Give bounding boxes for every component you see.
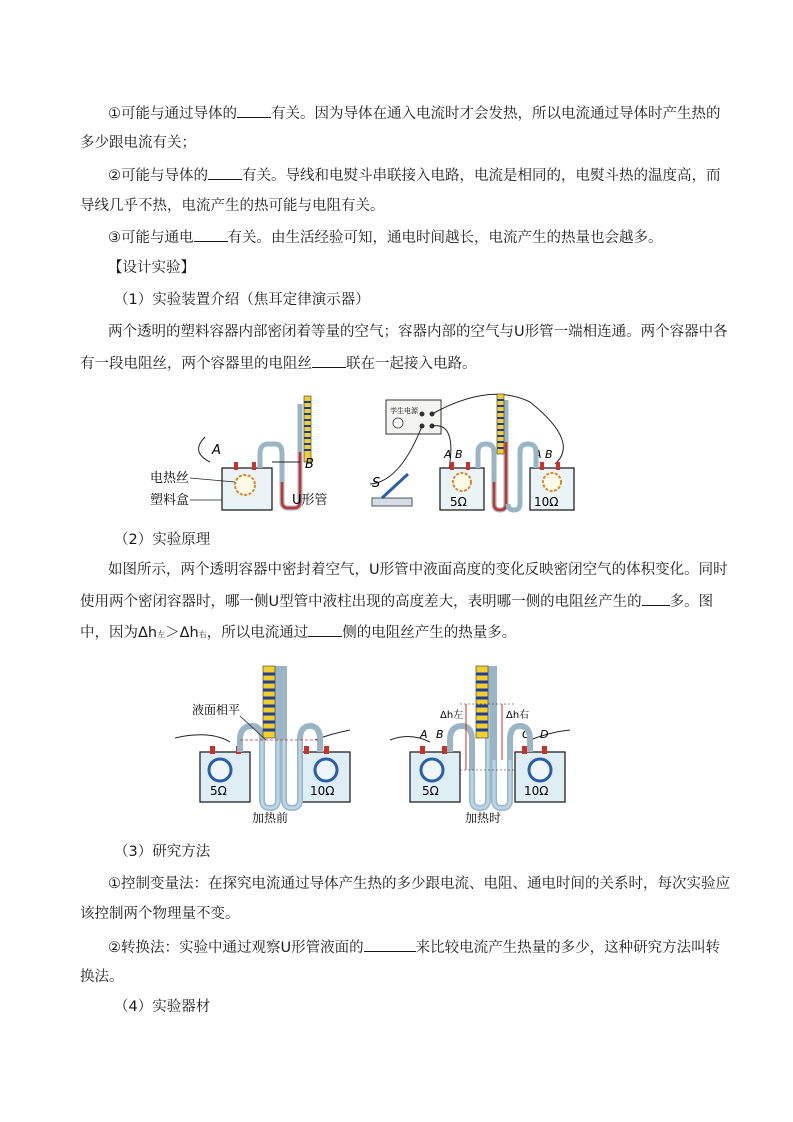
section4-heading: （4）实验器材 xyxy=(114,999,211,1015)
section3-line3: ②转换法：实验中通过观察U形管液面的 来比较电流产生热量的多少，这种研究方法叫转 xyxy=(108,937,720,958)
fill-blank-3[interactable] xyxy=(194,227,228,242)
section2-line3: 中，因为Δh左＞Δh右，所以电流通过 侧的电阻丝产生的热量多。 xyxy=(80,622,516,645)
scale-during xyxy=(476,666,488,738)
power-label: 学生电源 xyxy=(390,407,418,415)
heating-comparison-figure xyxy=(170,660,610,830)
switch-lever xyxy=(382,474,408,498)
caption-during: 加热时 xyxy=(465,811,502,825)
heater-label: 电热丝 xyxy=(150,471,190,486)
fill-blank-2[interactable] xyxy=(208,165,242,180)
label-b-2: B xyxy=(436,728,444,741)
hypothesis-resistance-line: ②可能与导体的 有关。导线和电熨斗串联接入电路，电流是相同的，电熨斗热的温度高，而 xyxy=(108,165,721,186)
utube-label: U形管 xyxy=(292,493,328,508)
apparatus-figure xyxy=(150,382,590,517)
label-d: D xyxy=(540,728,549,741)
heater-coil-left xyxy=(235,475,255,495)
section2-line2: 使用两个密闭容器时，哪一侧U型管中液柱出现的高度差大，表明哪一侧的电阻丝产生的 多。图 xyxy=(80,591,713,612)
fill-blank-4[interactable] xyxy=(312,353,346,368)
dh-right-label: Δh右 xyxy=(506,710,530,721)
section2-line1: 如图所示，两个透明容器中密封着空气，U形管中液面高度的变化反映密闭空气的体积变化。同时 xyxy=(108,562,728,578)
terminal-left-1 xyxy=(234,462,238,470)
terminal-left-2 xyxy=(252,462,256,470)
section1-heading: （1）实验装置介绍（焦耳定律演示器） xyxy=(114,292,370,308)
hypothesis-time-line: ③可能与通电 有关。由生活经验可知，通电时间越长，电流产生的热量也会越多。 xyxy=(108,227,663,248)
hypothesis-current-line2: 多少跟电流有关； xyxy=(80,135,196,151)
label-a: A xyxy=(212,443,221,458)
scale-left xyxy=(304,396,311,462)
ab-left: A B xyxy=(444,448,463,461)
fill-blank-6[interactable] xyxy=(308,622,342,637)
hypothesis-current-line: ①可能与通过导体的 有关。因为导体在通入电流时才会发热，所以电流通过导体时产生热的 xyxy=(108,103,721,124)
fig2-r-left-before: 5Ω xyxy=(210,784,227,798)
section1-line1: 两个透明的塑料容器内部密闭着等量的空气；容器内部的空气与U形管一端相连通。两个容器中各 xyxy=(108,324,728,340)
dh-left-label: Δh左 xyxy=(440,710,464,721)
fill-blank-5[interactable] xyxy=(642,591,670,606)
section3-line2: 该控制两个物理量不变。 xyxy=(80,906,240,922)
section3-line1: ①控制变量法：在探究电流通过导体产生热的多少跟电流、电阻、通电时间的关系时，每次实验应 xyxy=(108,876,730,892)
fill-blank-7[interactable] xyxy=(364,937,416,952)
section1-line2: 有一段电阻丝，两个容器里的电阻丝 联在一起接入电路。 xyxy=(80,353,477,374)
fig2-r-right-during: 10Ω xyxy=(524,784,549,798)
scale-before xyxy=(263,666,275,738)
label-b: B xyxy=(305,457,314,472)
ab-right: A B xyxy=(534,448,553,461)
wire-a xyxy=(199,437,210,462)
power-supply xyxy=(386,400,441,434)
hypothesis-resistance-line2: 导线几乎不热，电流产生的热可能与电阻有关。 xyxy=(80,198,385,214)
caption-before: 加热前 xyxy=(252,811,289,825)
r-right: 10Ω xyxy=(534,495,559,509)
switch-label: S xyxy=(372,476,381,491)
section2-heading: （2）实验原理 xyxy=(114,532,211,548)
box-label: 塑料盒 xyxy=(150,493,190,508)
switch-base xyxy=(372,498,412,506)
design-heading: 【设计实验】 xyxy=(108,260,195,276)
section3-heading: （3）研究方法 xyxy=(114,844,211,860)
section3-line4: 换法。 xyxy=(80,969,124,985)
label-c: C xyxy=(522,728,530,741)
r-left: 5Ω xyxy=(450,495,467,509)
level-label: 液面相平 xyxy=(192,703,241,717)
fig2-r-left-during: 5Ω xyxy=(422,784,439,798)
label-a-2: A xyxy=(420,728,428,741)
fill-blank-1[interactable] xyxy=(237,103,271,118)
fig2-r-right-before: 10Ω xyxy=(310,784,335,798)
